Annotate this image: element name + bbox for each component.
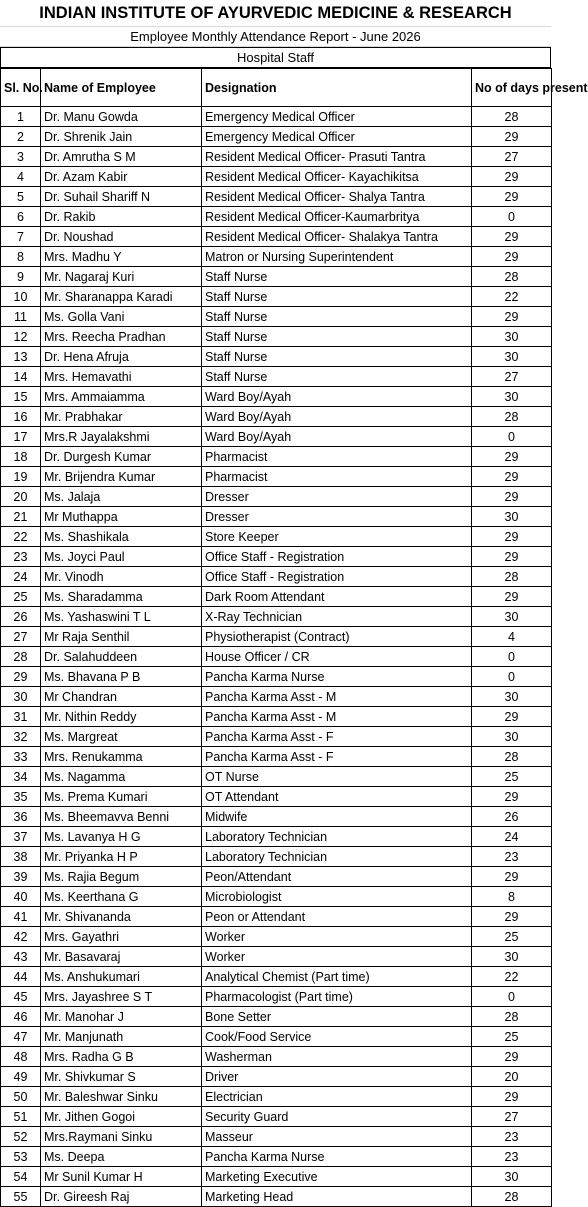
- cell-sl-no: 1: [1, 107, 41, 127]
- cell-employee-name: Mr. Manohar J: [41, 1007, 202, 1027]
- cell-designation: Ward Boy/Ayah: [202, 407, 472, 427]
- cell-designation: Ward Boy/Ayah: [202, 387, 472, 407]
- table-row: [1, 507, 552, 527]
- cell-designation: Staff Nurse: [202, 287, 472, 307]
- cell-employee-name: Mr. Vinodh: [41, 567, 202, 587]
- cell-sl-no: 19: [1, 467, 41, 487]
- cell-employee-name: Mrs. Madhu Y: [41, 247, 202, 267]
- table-row: [1, 827, 552, 847]
- column-header-sl-no: Sl. No.: [1, 69, 41, 107]
- table-row: [1, 887, 552, 907]
- cell-employee-name: Mr. Prabhakar: [41, 407, 202, 427]
- cell-designation: Office Staff - Registration: [202, 547, 472, 567]
- cell-sl-no: 44: [1, 967, 41, 987]
- cell-days-present: 29: [472, 1047, 552, 1067]
- table-row: [1, 107, 552, 127]
- cell-employee-name: Mrs.Raymani Sinku: [41, 1127, 202, 1147]
- cell-sl-no: 34: [1, 767, 41, 787]
- cell-designation: Staff Nurse: [202, 367, 472, 387]
- cell-days-present: 0: [472, 647, 552, 667]
- table-row: [1, 367, 552, 387]
- table-row: [1, 567, 552, 587]
- table-row: [1, 247, 552, 267]
- section-label: Hospital Staff: [0, 47, 551, 68]
- cell-sl-no: 17: [1, 427, 41, 447]
- cell-employee-name: Ms. Bheemavva Benni: [41, 807, 202, 827]
- table-row: [1, 687, 552, 707]
- cell-employee-name: Ms. Keerthana G: [41, 887, 202, 907]
- cell-sl-no: 30: [1, 687, 41, 707]
- cell-sl-no: 6: [1, 207, 41, 227]
- cell-designation: Analytical Chemist (Part time): [202, 967, 472, 987]
- cell-designation: Security Guard: [202, 1107, 472, 1127]
- cell-designation: Resident Medical Officer- Kayachikitsa: [202, 167, 472, 187]
- cell-employee-name: Ms. Deepa: [41, 1147, 202, 1167]
- cell-sl-no: 52: [1, 1127, 41, 1147]
- cell-sl-no: 27: [1, 627, 41, 647]
- cell-designation: Marketing Executive: [202, 1167, 472, 1187]
- cell-sl-no: 16: [1, 407, 41, 427]
- cell-employee-name: Mr. Priyanka H P: [41, 847, 202, 867]
- cell-sl-no: 36: [1, 807, 41, 827]
- cell-designation: Resident Medical Officer- Shalakya Tantra: [202, 227, 472, 247]
- cell-days-present: 29: [472, 1087, 552, 1107]
- cell-sl-no: 37: [1, 827, 41, 847]
- cell-designation: Laboratory Technician: [202, 847, 472, 867]
- cell-employee-name: Mrs. Reecha Pradhan: [41, 327, 202, 347]
- cell-employee-name: Mr. Nithin Reddy: [41, 707, 202, 727]
- cell-employee-name: Ms. Margreat: [41, 727, 202, 747]
- table-row: [1, 1167, 552, 1187]
- cell-designation: Pancha Karma Asst - M: [202, 687, 472, 707]
- cell-days-present: 30: [472, 507, 552, 527]
- cell-employee-name: Ms. Sharadamma: [41, 587, 202, 607]
- cell-days-present: 29: [472, 167, 552, 187]
- cell-sl-no: 5: [1, 187, 41, 207]
- cell-designation: Store Keeper: [202, 527, 472, 547]
- cell-sl-no: 35: [1, 787, 41, 807]
- table-row: [1, 407, 552, 427]
- cell-days-present: 29: [472, 187, 552, 207]
- cell-sl-no: 2: [1, 127, 41, 147]
- cell-days-present: 23: [472, 1147, 552, 1167]
- cell-days-present: 29: [472, 547, 552, 567]
- cell-sl-no: 51: [1, 1107, 41, 1127]
- table-row: [1, 667, 552, 687]
- table-row: [1, 427, 552, 447]
- cell-sl-no: 20: [1, 487, 41, 507]
- cell-employee-name: Dr. Shrenik Jain: [41, 127, 202, 147]
- cell-designation: X-Ray Technician: [202, 607, 472, 627]
- cell-sl-no: 24: [1, 567, 41, 587]
- cell-days-present: 29: [472, 247, 552, 267]
- table-row: [1, 907, 552, 927]
- cell-designation: Ward Boy/Ayah: [202, 427, 472, 447]
- cell-days-present: 29: [472, 227, 552, 247]
- cell-sl-no: 40: [1, 887, 41, 907]
- cell-employee-name: Ms. Yashaswini T L: [41, 607, 202, 627]
- cell-sl-no: 10: [1, 287, 41, 307]
- cell-days-present: 8: [472, 887, 552, 907]
- cell-employee-name: Ms. Nagamma: [41, 767, 202, 787]
- cell-days-present: 29: [472, 787, 552, 807]
- cell-employee-name: Dr. Rakib: [41, 207, 202, 227]
- cell-sl-no: 4: [1, 167, 41, 187]
- cell-designation: Resident Medical Officer- Shalya Tantra: [202, 187, 472, 207]
- cell-days-present: 29: [472, 587, 552, 607]
- cell-designation: Peon/Attendant: [202, 867, 472, 887]
- table-row: [1, 707, 552, 727]
- cell-days-present: 29: [472, 447, 552, 467]
- cell-designation: Midwife: [202, 807, 472, 827]
- cell-employee-name: Mr Sunil Kumar H: [41, 1167, 202, 1187]
- table-row: [1, 387, 552, 407]
- cell-sl-no: 13: [1, 347, 41, 367]
- cell-designation: Masseur: [202, 1127, 472, 1147]
- cell-designation: Pancha Karma Nurse: [202, 1147, 472, 1167]
- cell-designation: Dresser: [202, 507, 472, 527]
- cell-sl-no: 38: [1, 847, 41, 867]
- cell-designation: Pancha Karma Asst - F: [202, 747, 472, 767]
- cell-days-present: 25: [472, 1027, 552, 1047]
- cell-designation: OT Nurse: [202, 767, 472, 787]
- cell-employee-name: Ms. Bhavana P B: [41, 667, 202, 687]
- cell-sl-no: 11: [1, 307, 41, 327]
- cell-days-present: 30: [472, 347, 552, 367]
- table-row: [1, 587, 552, 607]
- table-row: [1, 467, 552, 487]
- cell-designation: Emergency Medical Officer: [202, 107, 472, 127]
- table-row: [1, 867, 552, 887]
- cell-designation: Marketing Head: [202, 1187, 472, 1207]
- cell-days-present: 30: [472, 727, 552, 747]
- cell-days-present: 29: [472, 907, 552, 927]
- cell-days-present: 0: [472, 987, 552, 1007]
- cell-designation: Office Staff - Registration: [202, 567, 472, 587]
- table-row: [1, 1107, 552, 1127]
- cell-designation: House Officer / CR: [202, 647, 472, 667]
- report-title: INDIAN INSTITUTE OF AYURVEDIC MEDICINE & RESEARCH: [0, 0, 551, 27]
- cell-days-present: 29: [472, 127, 552, 147]
- cell-designation: Dresser: [202, 487, 472, 507]
- cell-designation: Physiotherapist (Contract): [202, 627, 472, 647]
- cell-sl-no: 8: [1, 247, 41, 267]
- cell-days-present: 26: [472, 807, 552, 827]
- table-row: [1, 147, 552, 167]
- cell-designation: Pharmacologist (Part time): [202, 987, 472, 1007]
- report-subtitle: Employee Monthly Attendance Report - June 2026: [0, 27, 551, 47]
- cell-days-present: 25: [472, 927, 552, 947]
- cell-days-present: 24: [472, 827, 552, 847]
- cell-sl-no: 54: [1, 1167, 41, 1187]
- cell-sl-no: 33: [1, 747, 41, 767]
- table-row: [1, 127, 552, 147]
- cell-employee-name: Mrs. Renukamma: [41, 747, 202, 767]
- cell-days-present: 28: [472, 107, 552, 127]
- cell-designation: Dark Room Attendant: [202, 587, 472, 607]
- cell-designation: Staff Nurse: [202, 267, 472, 287]
- table-row: [1, 1047, 552, 1067]
- cell-sl-no: 23: [1, 547, 41, 567]
- table-row: [1, 787, 552, 807]
- cell-days-present: 29: [472, 307, 552, 327]
- cell-designation: Resident Medical Officer- Prasuti Tantra: [202, 147, 472, 167]
- table-row: [1, 527, 552, 547]
- cell-employee-name: Ms. Shashikala: [41, 527, 202, 547]
- cell-designation: Microbiologist: [202, 887, 472, 907]
- cell-employee-name: Ms. Golla Vani: [41, 307, 202, 327]
- table-row: [1, 627, 552, 647]
- cell-days-present: 28: [472, 567, 552, 587]
- cell-employee-name: Ms. Lavanya H G: [41, 827, 202, 847]
- cell-sl-no: 9: [1, 267, 41, 287]
- cell-days-present: 28: [472, 747, 552, 767]
- cell-employee-name: Dr. Amrutha S M: [41, 147, 202, 167]
- cell-sl-no: 18: [1, 447, 41, 467]
- table-row: [1, 1187, 552, 1207]
- table-row: [1, 927, 552, 947]
- cell-days-present: 30: [472, 1167, 552, 1187]
- cell-employee-name: Dr. Gireesh Raj: [41, 1187, 202, 1207]
- cell-sl-no: 47: [1, 1027, 41, 1047]
- cell-sl-no: 3: [1, 147, 41, 167]
- cell-sl-no: 46: [1, 1007, 41, 1027]
- cell-days-present: 23: [472, 847, 552, 867]
- table-row: [1, 1027, 552, 1047]
- cell-days-present: 30: [472, 607, 552, 627]
- table-row: [1, 327, 552, 347]
- cell-sl-no: 42: [1, 927, 41, 947]
- table-row: [1, 767, 552, 787]
- cell-employee-name: Ms. Jalaja: [41, 487, 202, 507]
- table-row: [1, 347, 552, 367]
- cell-employee-name: Dr. Azam Kabir: [41, 167, 202, 187]
- cell-designation: Cook/Food Service: [202, 1027, 472, 1047]
- cell-employee-name: Dr. Durgesh Kumar: [41, 447, 202, 467]
- cell-employee-name: Mr. Shivananda: [41, 907, 202, 927]
- cell-days-present: 30: [472, 327, 552, 347]
- attendance-table: [0, 68, 588, 1207]
- table-row: [1, 727, 552, 747]
- cell-days-present: 28: [472, 1187, 552, 1207]
- cell-days-present: 22: [472, 287, 552, 307]
- table-row: [1, 547, 552, 567]
- cell-designation: Driver: [202, 1067, 472, 1087]
- cell-employee-name: Mr. Jithen Gogoi: [41, 1107, 202, 1127]
- cell-days-present: 28: [472, 407, 552, 427]
- cell-employee-name: Ms. Prema Kumari: [41, 787, 202, 807]
- cell-sl-no: 32: [1, 727, 41, 747]
- cell-sl-no: 28: [1, 647, 41, 667]
- cell-days-present: 0: [472, 207, 552, 227]
- cell-employee-name: Ms. Rajia Begum: [41, 867, 202, 887]
- table-row: [1, 307, 552, 327]
- cell-designation: Pharmacist: [202, 467, 472, 487]
- cell-days-present: 29: [472, 467, 552, 487]
- cell-employee-name: Mr. Basavaraj: [41, 947, 202, 967]
- cell-employee-name: Mrs. Ammaiamma: [41, 387, 202, 407]
- cell-employee-name: Mr Chandran: [41, 687, 202, 707]
- cell-days-present: 29: [472, 487, 552, 507]
- cell-employee-name: Mrs. Radha G B: [41, 1047, 202, 1067]
- cell-days-present: 20: [472, 1067, 552, 1087]
- table-row: [1, 287, 552, 307]
- cell-designation: Resident Medical Officer-Kaumarbritya: [202, 207, 472, 227]
- cell-sl-no: 26: [1, 607, 41, 627]
- cell-employee-name: Dr. Suhail Shariff N: [41, 187, 202, 207]
- cell-sl-no: 49: [1, 1067, 41, 1087]
- column-header-designation: Designation: [202, 69, 472, 107]
- cell-employee-name: Mrs. Gayathri: [41, 927, 202, 947]
- cell-days-present: 25: [472, 767, 552, 787]
- table-row: [1, 487, 552, 507]
- cell-sl-no: 53: [1, 1147, 41, 1167]
- cell-employee-name: Mr. Baleshwar Sinku: [41, 1087, 202, 1107]
- cell-employee-name: Mr Raja Senthil: [41, 627, 202, 647]
- cell-days-present: 30: [472, 687, 552, 707]
- table-row: [1, 167, 552, 187]
- cell-days-present: 27: [472, 1107, 552, 1127]
- cell-designation: Staff Nurse: [202, 347, 472, 367]
- cell-sl-no: 55: [1, 1187, 41, 1207]
- table-row: [1, 1087, 552, 1107]
- cell-sl-no: 50: [1, 1087, 41, 1107]
- cell-employee-name: Mr. Manjunath: [41, 1027, 202, 1047]
- cell-designation: Matron or Nursing Superintendent: [202, 247, 472, 267]
- cell-sl-no: 43: [1, 947, 41, 967]
- cell-designation: Bone Setter: [202, 1007, 472, 1027]
- table-header-row: [1, 69, 552, 107]
- column-header-name: Name of Employee: [41, 69, 202, 107]
- table-row: [1, 1007, 552, 1027]
- cell-days-present: 0: [472, 667, 552, 687]
- cell-designation: Staff Nurse: [202, 307, 472, 327]
- cell-employee-name: Dr. Hena Afruja: [41, 347, 202, 367]
- cell-employee-name: Mr Muthappa: [41, 507, 202, 527]
- table-row: [1, 187, 552, 207]
- table-body: [1, 107, 552, 1207]
- cell-sl-no: 12: [1, 327, 41, 347]
- cell-days-present: 28: [472, 1007, 552, 1027]
- table-row: [1, 747, 552, 767]
- cell-designation: OT Attendant: [202, 787, 472, 807]
- cell-days-present: 29: [472, 867, 552, 887]
- cell-days-present: 22: [472, 967, 552, 987]
- cell-designation: Pancha Karma Nurse: [202, 667, 472, 687]
- cell-employee-name: Dr. Noushad: [41, 227, 202, 247]
- cell-sl-no: 25: [1, 587, 41, 607]
- cell-employee-name: Mr. Brijendra Kumar: [41, 467, 202, 487]
- table-row: [1, 967, 552, 987]
- cell-days-present: 23: [472, 1127, 552, 1147]
- cell-sl-no: 45: [1, 987, 41, 1007]
- cell-days-present: 4: [472, 627, 552, 647]
- cell-employee-name: Mr. Nagaraj Kuri: [41, 267, 202, 287]
- cell-employee-name: Mr. Shivkumar S: [41, 1067, 202, 1087]
- cell-designation: Staff Nurse: [202, 327, 472, 347]
- cell-designation: Emergency Medical Officer: [202, 127, 472, 147]
- table-row: [1, 267, 552, 287]
- cell-designation: Washerman: [202, 1047, 472, 1067]
- cell-sl-no: 7: [1, 227, 41, 247]
- table-row: [1, 607, 552, 627]
- cell-designation: Pancha Karma Asst - M: [202, 707, 472, 727]
- cell-sl-no: 15: [1, 387, 41, 407]
- table-row: [1, 447, 552, 467]
- table-row: [1, 847, 552, 867]
- cell-sl-no: 39: [1, 867, 41, 887]
- cell-sl-no: 31: [1, 707, 41, 727]
- cell-days-present: 29: [472, 707, 552, 727]
- table-row: [1, 1147, 552, 1167]
- table-row: [1, 1067, 552, 1087]
- cell-designation: Pancha Karma Asst - F: [202, 727, 472, 747]
- cell-sl-no: 14: [1, 367, 41, 387]
- cell-days-present: 27: [472, 367, 552, 387]
- column-header-days-present: No of days present: [472, 69, 552, 107]
- cell-days-present: 29: [472, 527, 552, 547]
- table-row: [1, 1127, 552, 1147]
- table-row: [1, 207, 552, 227]
- table-row: [1, 807, 552, 827]
- table-row: [1, 227, 552, 247]
- cell-days-present: 28: [472, 267, 552, 287]
- cell-employee-name: Mr. Sharanappa Karadi: [41, 287, 202, 307]
- cell-sl-no: 41: [1, 907, 41, 927]
- cell-sl-no: 48: [1, 1047, 41, 1067]
- cell-days-present: 30: [472, 387, 552, 407]
- cell-sl-no: 22: [1, 527, 41, 547]
- cell-days-present: 30: [472, 947, 552, 967]
- cell-employee-name: Dr. Manu Gowda: [41, 107, 202, 127]
- table-row: [1, 987, 552, 1007]
- cell-designation: Electrician: [202, 1087, 472, 1107]
- cell-days-present: 0: [472, 427, 552, 447]
- table-row: [1, 647, 552, 667]
- cell-days-present: 27: [472, 147, 552, 167]
- cell-sl-no: 21: [1, 507, 41, 527]
- cell-employee-name: Ms. Anshukumari: [41, 967, 202, 987]
- cell-employee-name: Mrs. Hemavathi: [41, 367, 202, 387]
- cell-designation: Pharmacist: [202, 447, 472, 467]
- cell-designation: Laboratory Technician: [202, 827, 472, 847]
- cell-designation: Worker: [202, 947, 472, 967]
- cell-designation: Worker: [202, 927, 472, 947]
- table-row: [1, 947, 552, 967]
- cell-employee-name: Dr. Salahuddeen: [41, 647, 202, 667]
- cell-sl-no: 29: [1, 667, 41, 687]
- cell-employee-name: Mrs. Jayashree S T: [41, 987, 202, 1007]
- cell-employee-name: Ms. Joyci Paul: [41, 547, 202, 567]
- cell-employee-name: Mrs.R Jayalakshmi: [41, 427, 202, 447]
- cell-designation: Peon or Attendant: [202, 907, 472, 927]
